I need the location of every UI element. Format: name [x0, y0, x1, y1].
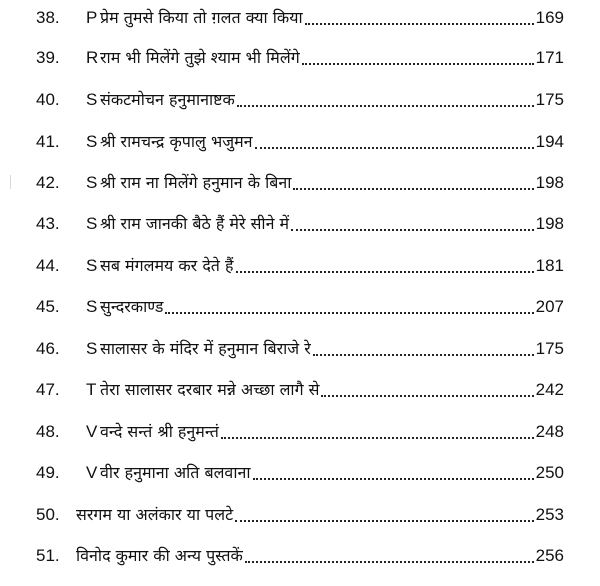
toc-entry-47	[0, 372, 600, 408]
entry-index-letter: S	[86, 339, 98, 358]
dot-leader	[237, 105, 534, 107]
entry-page-number: 175	[535, 90, 564, 109]
dot-leader	[253, 478, 534, 480]
entry-index-letter: S	[86, 297, 98, 316]
toc-entry-45	[0, 289, 600, 325]
entry-page-number: 207	[535, 297, 564, 316]
entry-title: राम भी मिलेंगे तुझे श्याम भी मिलेंगे	[100, 48, 300, 67]
entry-number: 51.	[36, 546, 60, 565]
toc-entry-41	[0, 124, 600, 160]
entry-title: विनोद कुमार की अन्य पुस्तकें	[76, 546, 243, 565]
entry-line	[76, 538, 564, 574]
entry-index-letter: S	[86, 90, 98, 109]
entry-page-number: 256	[535, 546, 564, 565]
entry-number: 48.	[36, 422, 60, 441]
entry-line	[100, 40, 564, 76]
toc-entry-50	[0, 497, 600, 533]
dot-leader	[221, 437, 534, 439]
entry-title: संकटमोचन हनुमानाष्टक	[100, 90, 235, 109]
dot-leader	[313, 354, 534, 356]
entry-number: 41.	[36, 132, 60, 151]
entry-page-number: 198	[535, 214, 564, 233]
toc-entry-48	[0, 414, 600, 450]
entry-page-number: 242	[535, 380, 564, 399]
entry-number: 40.	[36, 90, 60, 109]
entry-index-letter: S	[86, 214, 98, 233]
entry-line	[100, 206, 564, 242]
entry-line	[100, 414, 564, 450]
entry-title: श्री रामचन्द्र कृपालु भजुमन	[100, 132, 253, 151]
dot-leader	[321, 395, 533, 397]
entry-number: 47.	[36, 380, 60, 399]
entry-index-letter: P	[86, 8, 98, 27]
entry-index-letter: S	[86, 256, 98, 275]
entry-number: 39.	[36, 48, 60, 67]
entry-line	[100, 165, 564, 201]
toc-entry-38	[0, 0, 600, 36]
entry-number: 43.	[36, 214, 60, 233]
toc-entry-51	[0, 538, 600, 574]
entry-index-letter: S	[86, 132, 98, 151]
entry-page-number: 194	[535, 132, 564, 151]
entry-number: 50.	[36, 505, 60, 524]
entry-page-number: 253	[535, 505, 564, 524]
entry-number: 44.	[36, 256, 60, 275]
entry-page-number: 250	[535, 463, 564, 482]
toc-entry-46	[0, 331, 600, 367]
toc-entry-44	[0, 248, 600, 284]
entry-line	[100, 331, 564, 367]
toc-entry-43	[0, 206, 600, 242]
entry-page-number: 169	[535, 8, 564, 27]
entry-number: 46.	[36, 339, 60, 358]
entry-index-letter: T	[86, 380, 97, 399]
dot-leader	[291, 229, 534, 231]
entry-line	[100, 82, 564, 118]
entry-number: 49.	[36, 463, 60, 482]
entry-line	[100, 0, 564, 36]
entry-index-letter: V	[86, 463, 98, 482]
entry-title: सालासर के मंदिर में हनुमान बिराजे रे	[100, 339, 311, 358]
entry-title: तेरा सालासर दरबार मन्ने अच्छा लागै से	[100, 380, 320, 399]
entry-page-number: 171	[535, 48, 564, 67]
dot-leader	[293, 188, 533, 190]
entry-title: सुन्दरकाण्ड	[100, 297, 164, 316]
page-edge-mark	[10, 175, 14, 189]
entry-line	[100, 372, 564, 408]
entry-number: 42.	[36, 173, 60, 192]
entry-title: श्री राम जानकी बैठे हैं मेरे सीने में	[100, 214, 290, 233]
entry-title: सब मंगलमय कर देते हैं	[100, 256, 234, 275]
entry-index-letter: S	[86, 173, 98, 192]
toc-entry-39	[0, 40, 600, 76]
dot-leader	[236, 271, 534, 273]
entry-title: प्रेम तुमसे किया तो ग़लत क्या किया	[100, 8, 303, 27]
entry-line	[100, 455, 564, 491]
entry-page-number: 198	[535, 173, 564, 192]
entry-title: वन्दे सन्तं श्री हनुमन्तं	[100, 422, 219, 441]
entry-line	[100, 124, 564, 160]
dot-leader	[255, 147, 534, 149]
toc-entry-42	[0, 165, 600, 201]
entry-title: वीर हनुमाना अति बलवाना	[100, 463, 251, 482]
entry-number: 45.	[36, 297, 60, 316]
toc-entry-40	[0, 82, 600, 118]
entry-number: 38.	[36, 8, 60, 27]
entry-line	[100, 248, 564, 284]
entry-title: सरगम या अलंकार या पलटे	[76, 505, 234, 524]
dot-leader	[302, 63, 534, 65]
dot-leader	[235, 520, 533, 522]
dot-leader	[245, 561, 534, 563]
entry-index-letter: R	[86, 48, 99, 67]
entry-page-number: 248	[535, 422, 564, 441]
dot-leader	[165, 312, 533, 314]
entry-line	[100, 289, 564, 325]
entry-page-number: 175	[535, 339, 564, 358]
entry-title: श्री राम ना मिलेंगे हनुमान के बिना	[100, 173, 292, 192]
toc-entry-49	[0, 455, 600, 491]
entry-line	[76, 497, 564, 533]
entry-index-letter: V	[86, 422, 98, 441]
entry-page-number: 181	[535, 256, 564, 275]
dot-leader	[305, 23, 534, 25]
